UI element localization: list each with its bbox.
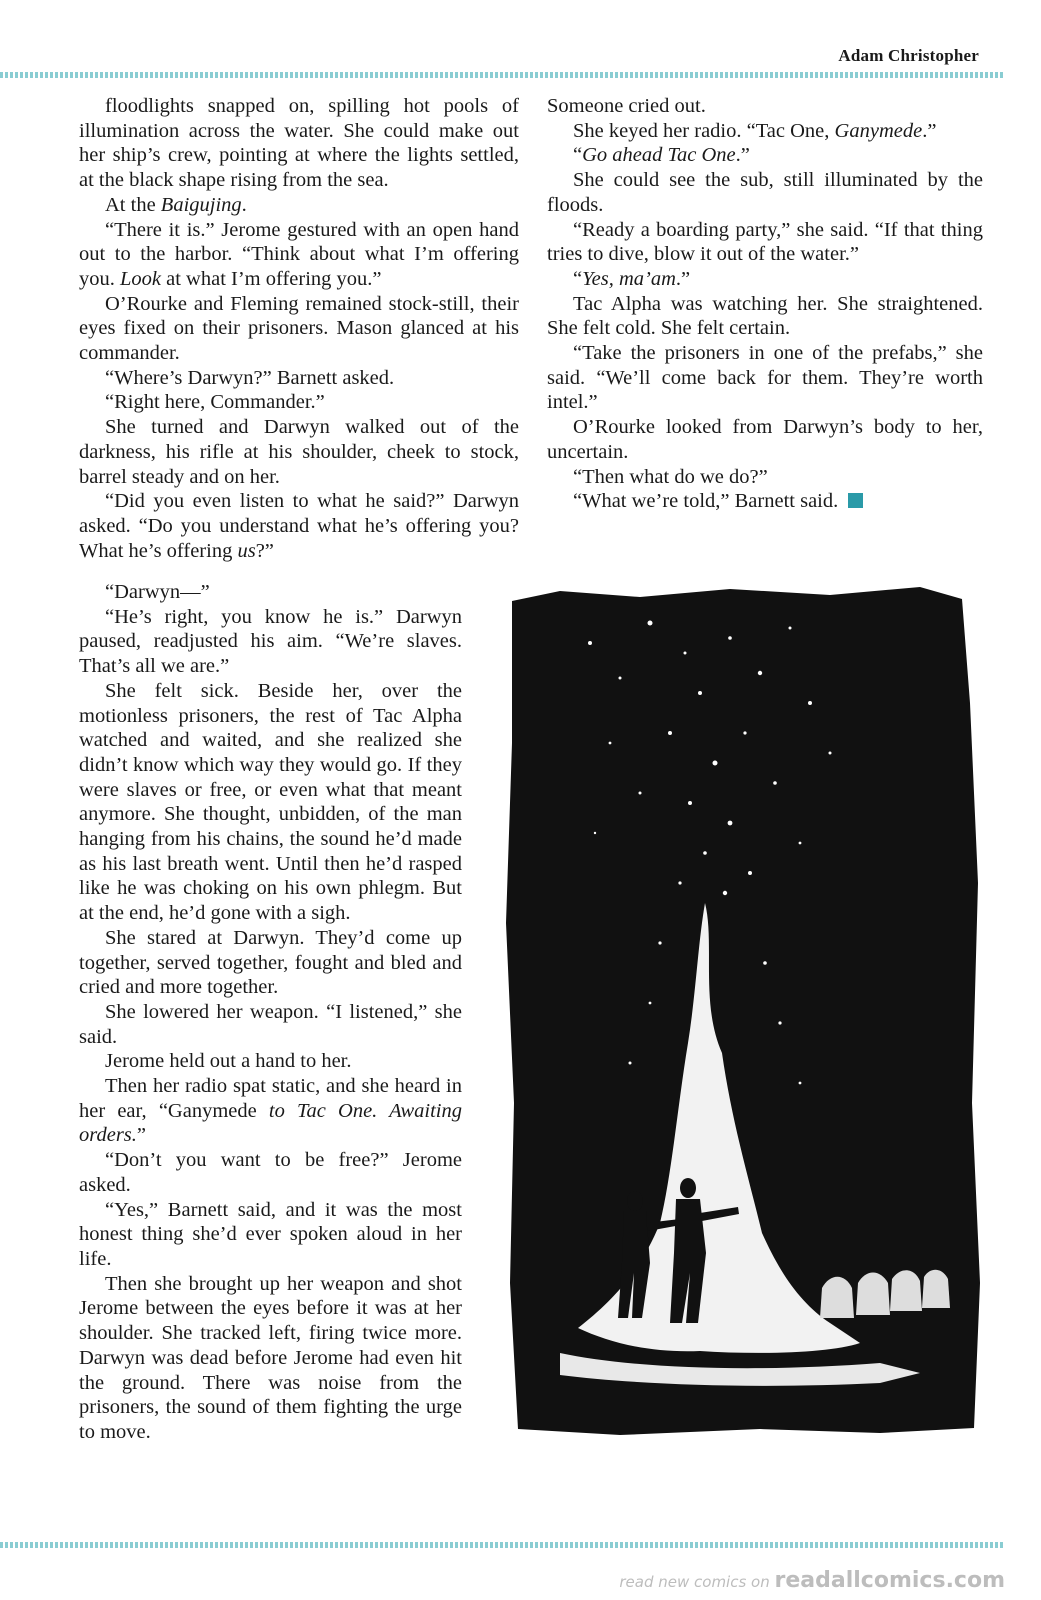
text-run: Someone cried out. [547, 95, 706, 117]
italic-text: Yes, ma’am [582, 267, 676, 290]
italic-text: Baigujing [160, 193, 242, 216]
story-paragraph [79, 218, 519, 292]
story-end-mark-icon [848, 493, 863, 508]
story-paragraph [79, 1198, 462, 1272]
story-paragraph [79, 1000, 462, 1049]
story-paragraph [547, 119, 983, 144]
story-paragraph [547, 218, 983, 267]
story-paragraph [547, 465, 983, 490]
story-paragraph [547, 415, 983, 464]
bottom-dotted-rule [0, 1542, 1005, 1548]
story-paragraph [79, 415, 519, 489]
text-run: “Ready a boarding party,” she said. “If that thing tries to dive, blow it out of the water.” [547, 218, 983, 266]
text-run: “ [573, 144, 583, 167]
text-run: O’Rourke and Fleming remained stock-still, their eyes fixed on their prisoners. Mason glanced at his commander. [79, 292, 519, 365]
text-run: ” [136, 1124, 147, 1147]
story-paragraph [79, 94, 519, 193]
text-run: At the [105, 193, 161, 216]
text-run: “Take the prisoners in one of the prefabs,” she said. “We’ll come back for them. They’re worth intel.” [547, 342, 983, 414]
text-run: “ [573, 267, 583, 290]
page-header-author: Adam Christopher [838, 46, 979, 65]
text-run: “What we’re told,” Barnett said. [573, 490, 839, 513]
story-paragraph [547, 341, 983, 415]
story-paragraph [547, 143, 983, 168]
text-run: “Don’t you want to be free?” Jerome asked. [79, 1149, 462, 1196]
text-run: She turned and Darwyn walked out of the darkness, his rifle at his shoulder, cheek to stock, barrel steady and on her. [79, 416, 519, 488]
story-paragraph [79, 926, 462, 1000]
story-paragraph [547, 267, 983, 292]
story-paragraph [79, 1148, 462, 1197]
text-run: Then her radio spat static, and she heard in her ear, “Ganymede [79, 1075, 462, 1122]
story-paragraph [79, 390, 519, 415]
story-paragraph [79, 292, 519, 366]
text-run: “Right here, Commander.” [105, 391, 325, 414]
ink-illustration-soldiers-and-light-plume-icon [500, 583, 985, 1438]
text-run: “Darwyn—” [105, 581, 210, 603]
text-run: floodlights snapped on, spilling hot pools of illumination across the water. She could make out her ship’s crew, pointing at where the lights settled, at the black shape rising from the sea. [79, 95, 519, 192]
story-paragraph [79, 1074, 462, 1148]
watermark-prefix: read new comics on [619, 1573, 775, 1591]
story-paragraph [79, 580, 462, 605]
text-run: ?” [255, 539, 274, 562]
watermark [619, 1568, 1005, 1593]
text-run: She felt sick. Beside her, over the motionless prisoners, the rest of Tac Alpha watched and waited, and she realized she didn’t know which way they would go. If they were slaves or free, or even what that meant anymore. She thought, unbidden, of the man hanging from his chains, the sound he’d made as his last breath went. Until then he’d rasped like he was choking on his own phlegm. But at the end, he’d gone with a sigh. [79, 679, 462, 925]
text-run: Then she brought up her weapon and shot Jerome between the eyes before it was at her shoulder. She tracked left, firing twice more. Darwyn was dead before Jerome had even hit the ground. There was noise from the prisoners, the sound of them fighting the urge to move. [79, 1272, 462, 1443]
text-run: O’Rourke looked from Darwyn’s body to her, uncertain. [547, 416, 983, 463]
story-illustration [500, 583, 985, 1438]
story-paragraph [547, 168, 983, 217]
text-run: at what I’m offering you.” [161, 267, 382, 290]
text-run: .” [675, 267, 691, 290]
story-paragraph [79, 489, 519, 563]
text-run: She stared at Darwyn. They’d come up together, served together, fought and bled and cried and more together. [79, 926, 462, 999]
italic-text: Ganymede [834, 119, 923, 142]
story-paragraph [79, 1272, 462, 1445]
text-run: “Then what do we do?” [573, 465, 768, 488]
story-paragraph [79, 679, 462, 926]
text-run: “Did you even listen to what he said?” Darwyn asked. “Do you understand what he’s offering you? What he’s offering [79, 490, 519, 562]
text-run: “Where’s Darwyn?” Barnett asked. [105, 366, 395, 389]
text-run: She lowered her weapon. “I listened,” she said. [79, 1000, 462, 1048]
story-paragraph [79, 193, 519, 218]
story-paragraph [79, 366, 519, 391]
text-run: She keyed her radio. “Tac One, [573, 119, 835, 142]
text-run: “He’s right, you know he is.” Darwyn paused, readjusted his aim. “We’re slaves. That’s all we are.” [79, 605, 462, 678]
top-dotted-rule [0, 72, 1005, 78]
text-run: She could see the sub, still illuminated by the floods. [547, 169, 983, 216]
story-paragraph [547, 292, 983, 341]
italic-text: to Tac One. Awaiting orders. [79, 1099, 462, 1147]
story-paragraph [79, 1049, 462, 1074]
text-run: “There it is.” Jerome gestured with an open hand out to the harbor. “Think about what I’m offering you. [79, 218, 519, 290]
text-run: .” [735, 144, 750, 167]
italic-text: Look [120, 267, 161, 290]
story-paragraph [547, 94, 983, 119]
story-paragraph [79, 605, 462, 679]
left-column-top [79, 94, 519, 563]
italic-text: us [237, 539, 256, 562]
story-paragraph [547, 489, 983, 514]
text-run: .” [922, 119, 937, 142]
italic-text: Go ahead Tac One [582, 144, 736, 167]
left-column-bottom [79, 580, 462, 1445]
text-run: “Yes,” Barnett said, and it was the most honest thing she’d ever spoken aloud in her life. [79, 1198, 462, 1270]
watermark-site: readallcomics.com [774, 1568, 1005, 1593]
text-run: . [241, 193, 247, 216]
text-run: Jerome held out a hand to her. [105, 1050, 352, 1073]
right-column [547, 94, 983, 514]
text-run: Tac Alpha was watching her. She straightened. She felt cold. She felt certain. [547, 292, 983, 340]
